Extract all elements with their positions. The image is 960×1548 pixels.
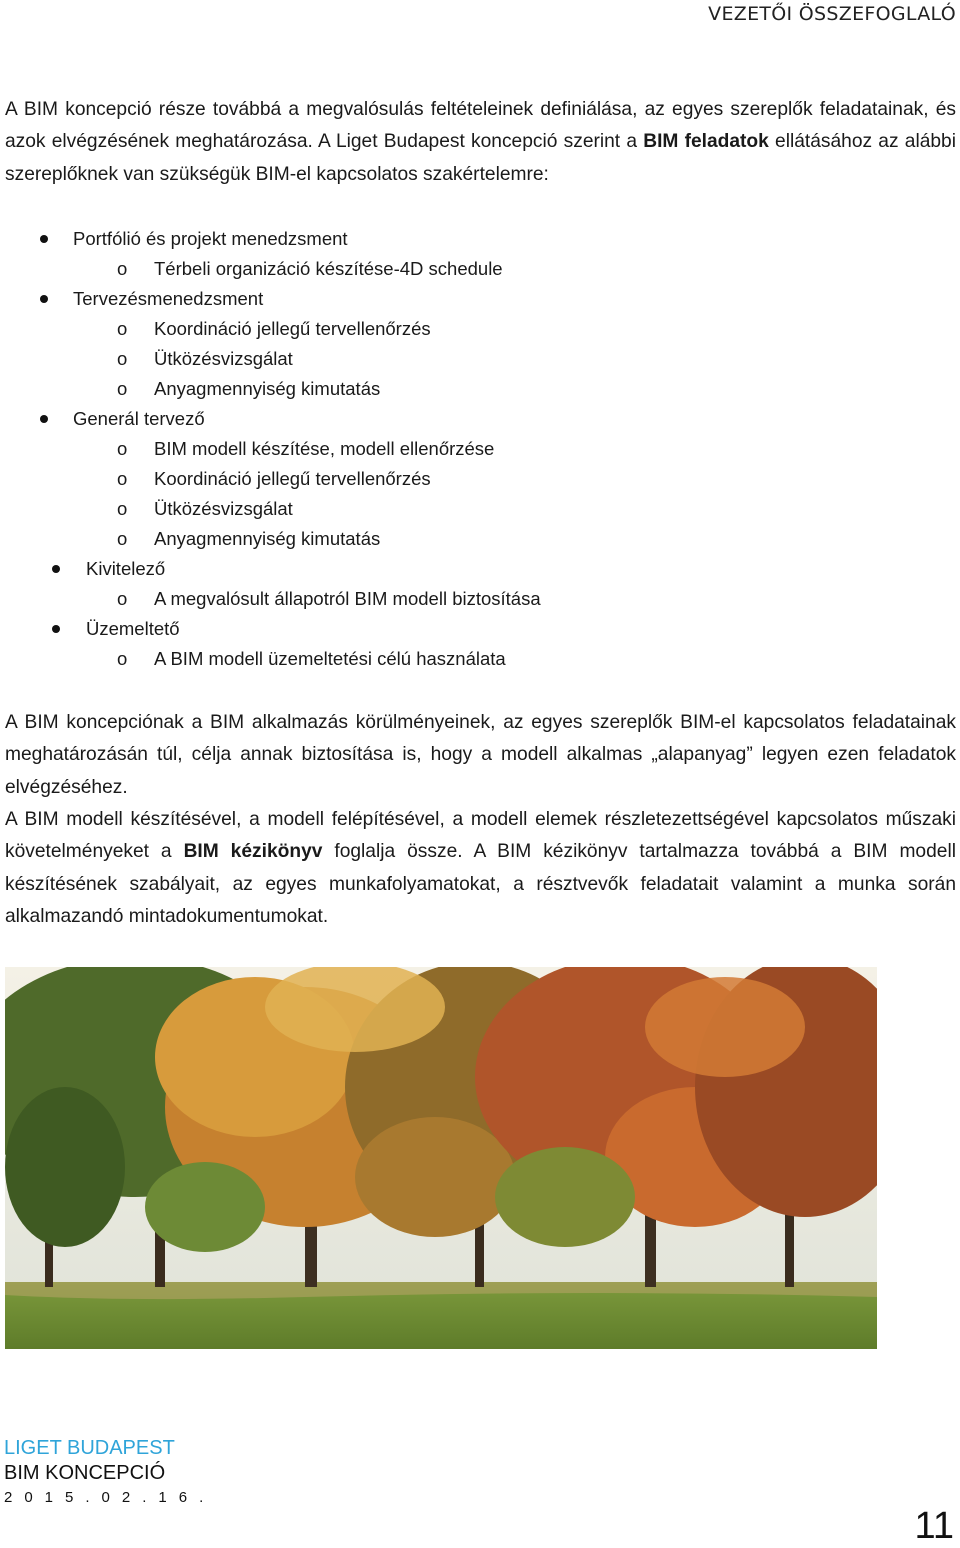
intro-bold: BIM feladatok: [643, 131, 769, 153]
p3-text-1: A BIM modell készítésével, a modell felépítésével, a modell elemek részletezettségével kapcsolatos műszaki követelményeket a: [5, 809, 956, 863]
sub-bullet-icon: o: [117, 528, 128, 549]
task-item: [0, 434, 960, 464]
sub-bullet-icon: o: [117, 468, 128, 489]
sub-bullet-icon: o: [117, 378, 128, 399]
intro-text-2: ellátásához az alábbi szereplőknek van szükségük BIM-el kapcsolatos szakértelemre:: [5, 131, 956, 185]
role-item: [0, 404, 960, 434]
sub-bullet-icon: o: [117, 318, 128, 339]
task-item: [0, 344, 960, 374]
bullet-dot-icon: [40, 235, 48, 243]
roles-list: [0, 224, 960, 674]
sub-bullet-icon: o: [117, 498, 128, 519]
task-label: A megvalósult állapotról BIM modell biztosítása: [154, 588, 541, 609]
task-item: [0, 524, 960, 554]
task-label: Anyagmennyiség kimutatás: [154, 528, 381, 549]
role-item: [0, 554, 960, 584]
paragraph-3: [5, 804, 956, 934]
bullet-dot-icon: [52, 565, 60, 573]
sub-bullet-icon: o: [117, 438, 128, 459]
task-label: Térbeli organizáció készítése-4D schedule: [154, 258, 503, 279]
bullet-dot-icon: [40, 415, 48, 423]
role-label: Portfólió és projekt menedzsment: [73, 228, 348, 249]
section-title: VEZETŐI ÖSSZEFOGLALÓ: [708, 3, 956, 25]
task-label: A BIM modell üzemeltetési célú használata: [154, 648, 506, 669]
task-label: Anyagmennyiség kimutatás: [154, 378, 381, 399]
intro-paragraph: [5, 94, 956, 191]
task-item: [0, 584, 960, 614]
sub-bullet-icon: o: [117, 588, 128, 609]
intro-text-1: A BIM koncepció része továbbá a megvalósulás feltételeinek definiálása, az egyes szereplők feladatainak, és azok elvégzésének meghatározása. A Liget Budapest koncepció szerint a: [5, 99, 956, 153]
sub-bullet-icon: o: [117, 258, 128, 279]
role-item: [0, 284, 960, 314]
task-item: [0, 464, 960, 494]
role-label: Tervezésmenedzsment: [73, 288, 264, 309]
paragraph-2: A BIM koncepciónak a BIM alkalmazás körülményeinek, az egyes szereplők BIM-el kapcsolatos feladatainak meghatározásán túl, célja annak biztosítása is, hogy a modell alkalmas „alapanyag” legyen ezen feladatok elvégzéséhez.: [5, 712, 956, 798]
role-item: [0, 614, 960, 644]
task-label: Koordináció jellegű tervellenőrzés: [154, 468, 431, 489]
role-label: Generál tervező: [73, 408, 205, 429]
task-label: BIM modell készítése, modell ellenőrzése: [154, 438, 495, 459]
task-item: [0, 494, 960, 524]
bullet-dot-icon: [40, 295, 48, 303]
sub-bullet-icon: o: [117, 348, 128, 369]
park-photo-illustration: [5, 967, 877, 1349]
p3-text-2: foglalja össze. A BIM kézikönyv tartalmazza továbbá a BIM modell készítésének szabályait, az egyes munkafolyamatokat, a résztvevők feladatait valamint a munka során alkalmazandó mintadokumentumokat.: [5, 841, 956, 928]
role-item: [0, 224, 960, 254]
task-item: [0, 374, 960, 404]
p3-bold: BIM kézikönyv: [183, 841, 323, 863]
park-autumn-photo: [5, 967, 877, 1349]
task-item: [0, 314, 960, 344]
task-label: Koordináció jellegű tervellenőrzés: [154, 318, 431, 339]
footer-date: 2015.02.16.: [4, 1489, 216, 1506]
role-label: Üzemeltető: [86, 618, 180, 639]
sub-bullet-icon: o: [117, 648, 128, 669]
task-label: Ütközésvizsgálat: [154, 498, 293, 519]
page-number: 11: [914, 1505, 954, 1547]
role-label: Kivitelező: [86, 558, 166, 579]
footer-brand: LIGET BUDAPEST: [4, 1437, 175, 1459]
footer-subtitle: BIM KONCEPCIÓ: [4, 1462, 166, 1484]
task-item: [0, 254, 960, 284]
task-label: Ütközésvizsgálat: [154, 348, 293, 369]
task-item: [0, 644, 960, 674]
bullet-dot-icon: [52, 625, 60, 633]
